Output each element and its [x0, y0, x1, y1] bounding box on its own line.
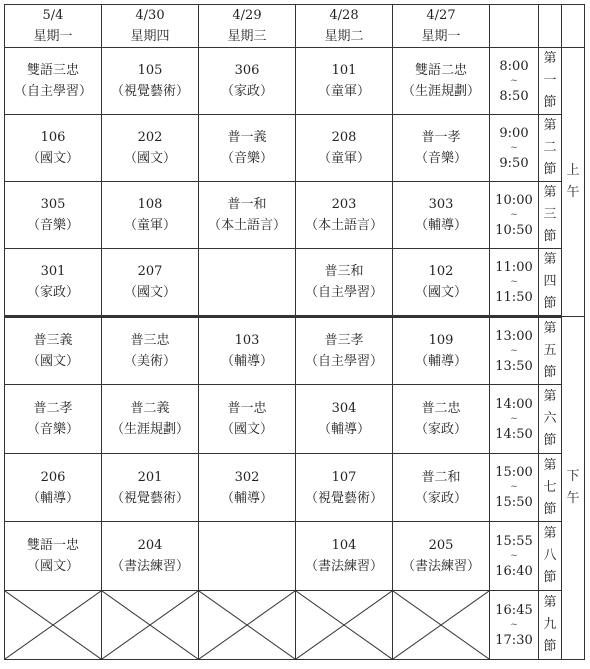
class-cell — [393, 182, 490, 249]
class-subject: （童軍） — [123, 218, 176, 233]
class-cell — [393, 48, 490, 115]
time-end: 8:50 — [499, 88, 529, 104]
period-label-char: 第 — [543, 595, 557, 610]
period-row — [5, 48, 585, 115]
time-sep: ~ — [510, 413, 518, 424]
class-cell — [5, 249, 102, 317]
day-header: 4/29 星期三 — [199, 5, 296, 48]
class-subject: （國文） — [26, 559, 79, 574]
header-blank — [490, 5, 539, 48]
class-subject: （書法練習） — [110, 559, 189, 574]
time-end: 11:50 — [495, 289, 533, 305]
morning-label — [562, 48, 585, 317]
class-cell — [296, 182, 393, 249]
period-label-char: 節 — [543, 433, 557, 448]
class-code: 105 — [137, 63, 163, 78]
class-subject: （本土語言） — [304, 218, 383, 233]
time-range — [490, 115, 539, 182]
time-end: 14:50 — [495, 426, 533, 442]
no-class-cell — [102, 591, 199, 660]
period-label-char: 節 — [543, 229, 557, 244]
time-sep: ~ — [510, 619, 518, 630]
class-cell — [199, 48, 296, 115]
class-cell — [102, 48, 199, 115]
time-range — [490, 591, 539, 660]
class-subject: （輔導） — [220, 490, 273, 506]
period-label-char: 節 — [543, 162, 557, 177]
time-sep: ~ — [510, 345, 518, 356]
class-subject: （視覺藝術） — [110, 490, 189, 506]
class-cell — [5, 48, 102, 115]
class-subject: （童軍） — [317, 151, 370, 166]
class-code: 雙語一忠 — [26, 538, 79, 553]
time-end: 13:50 — [495, 358, 533, 374]
class-code: 304 — [331, 401, 357, 416]
period-label-char: 第 — [543, 457, 557, 473]
class-subject: （生涯規劃） — [110, 422, 189, 437]
class-code: 雙語二忠 — [414, 63, 467, 78]
time-start: 13:00 — [495, 328, 533, 344]
time-end: 16:40 — [495, 563, 533, 579]
time-range — [490, 454, 539, 522]
class-subject: （國文） — [123, 285, 176, 300]
period-label-char: 第 — [543, 252, 557, 267]
afternoon-label-char: 午 — [566, 491, 580, 506]
no-class-cell — [199, 591, 296, 660]
class-cell — [393, 249, 490, 317]
time-end: 10:50 — [495, 222, 533, 238]
time-range — [490, 48, 539, 115]
period-label-char: 二 — [543, 140, 557, 155]
class-code: 302 — [234, 469, 260, 485]
class-cell — [5, 454, 102, 522]
day-header: 4/28 星期二 — [296, 5, 393, 48]
period-label-char: 節 — [543, 95, 557, 110]
time-start: 9:00 — [499, 125, 529, 141]
class-cell — [393, 115, 490, 182]
period-row — [5, 115, 585, 182]
period-label-char: 一 — [543, 73, 557, 88]
period-label-char: 第 — [543, 185, 557, 200]
class-code: 普一義 — [227, 130, 267, 145]
period-row — [5, 317, 585, 385]
period-label-char: 節 — [543, 570, 557, 585]
time-sep: ~ — [510, 75, 518, 86]
class-cell — [296, 48, 393, 115]
class-cell — [102, 317, 199, 385]
header-row — [5, 5, 585, 48]
class-cell — [393, 522, 490, 591]
period-label — [539, 115, 562, 182]
class-code: 普二孝 — [33, 401, 73, 416]
class-cell — [102, 115, 199, 182]
class-cell — [393, 385, 490, 454]
time-sep: ~ — [510, 482, 518, 492]
class-subject: （音樂） — [26, 218, 79, 233]
morning-label-char: 上 — [566, 163, 580, 178]
time-start: 10:00 — [495, 192, 533, 208]
class-code: 201 — [137, 469, 163, 485]
class-cell — [393, 317, 490, 385]
class-code: 104 — [331, 538, 357, 553]
class-code: 103 — [234, 333, 260, 348]
period-label — [539, 385, 562, 454]
class-subject: （輔導） — [26, 490, 79, 506]
period-label — [539, 182, 562, 249]
class-subject: （家政） — [220, 84, 273, 99]
class-cell — [296, 115, 393, 182]
class-code: 普一和 — [227, 197, 267, 212]
class-code: 101 — [331, 63, 357, 78]
timetable — [4, 4, 585, 660]
class-subject: （自主學習） — [304, 285, 383, 300]
period-row — [5, 385, 585, 454]
class-subject: （輔導） — [414, 218, 467, 233]
class-cell — [5, 115, 102, 182]
no-class-cell — [5, 591, 102, 660]
class-subject: （書法練習） — [401, 559, 480, 574]
class-cell — [102, 182, 199, 249]
class-code: 普二義 — [130, 401, 170, 416]
time-start: 8:00 — [499, 58, 529, 74]
time-start: 15:00 — [495, 465, 533, 480]
class-subject: （國文） — [414, 285, 467, 300]
class-code: 普三義 — [33, 333, 73, 348]
period-label — [539, 48, 562, 115]
afternoon-label-char: 下 — [566, 469, 580, 484]
class-code: 普三孝 — [324, 333, 364, 348]
class-cell — [199, 522, 296, 591]
day-header: 4/27 星期一 — [393, 5, 490, 48]
class-cell — [199, 454, 296, 522]
period-label-char: 節 — [543, 639, 557, 654]
time-range — [490, 385, 539, 454]
class-code: 109 — [428, 333, 454, 348]
time-end: 9:50 — [499, 155, 529, 171]
class-subject: （家政） — [414, 490, 467, 506]
period-label-char: 三 — [543, 207, 557, 222]
period-row — [5, 182, 585, 249]
class-code: 普一忠 — [227, 401, 267, 416]
class-subject: （輔導） — [220, 354, 273, 369]
time-sep: ~ — [510, 142, 518, 153]
class-subject: （自主學習） — [304, 354, 383, 369]
period-row — [5, 522, 585, 591]
class-cell — [5, 182, 102, 249]
cross-out-mark — [296, 591, 392, 659]
class-subject: （輔導） — [414, 354, 467, 369]
period-label-char: 節 — [543, 296, 557, 311]
class-code: 203 — [331, 197, 357, 212]
class-subject: （家政） — [26, 285, 79, 300]
class-code: 普一孝 — [421, 130, 461, 145]
class-code: 雙語三忠 — [26, 63, 79, 78]
class-code: 106 — [40, 130, 66, 145]
period-label-char: 六 — [543, 411, 557, 426]
class-code: 102 — [428, 264, 454, 279]
period-label-char: 九 — [543, 617, 557, 632]
cross-out-mark — [393, 591, 489, 659]
class-subject: （國文） — [220, 422, 273, 437]
class-code: 普三和 — [324, 264, 364, 279]
afternoon-label — [562, 317, 585, 660]
period-label-char: 五 — [543, 343, 557, 358]
class-subject: （音樂） — [414, 151, 467, 166]
time-start: 14:00 — [495, 396, 533, 412]
period-label — [539, 454, 562, 522]
period-label — [539, 317, 562, 385]
time-sep: ~ — [510, 276, 518, 287]
class-cell — [102, 522, 199, 591]
class-cell — [102, 454, 199, 522]
cross-out-mark — [102, 591, 198, 659]
time-start: 15:55 — [495, 533, 533, 549]
class-subject: （生涯規劃） — [401, 84, 480, 99]
class-subject: （童軍） — [317, 84, 370, 99]
class-code: 207 — [137, 264, 163, 279]
class-code: 107 — [331, 469, 357, 485]
period-label-char: 第 — [543, 321, 557, 336]
class-cell — [102, 385, 199, 454]
time-end: 17:30 — [495, 632, 533, 648]
class-code: 303 — [428, 197, 454, 212]
period-label — [539, 249, 562, 317]
class-subject: （視覺藝術） — [110, 84, 189, 99]
class-cell — [199, 182, 296, 249]
class-subject: （輔導） — [317, 422, 370, 437]
period-label-char: 八 — [543, 548, 557, 563]
class-code: 208 — [331, 130, 357, 145]
class-cell — [296, 249, 393, 317]
time-sep: ~ — [510, 550, 518, 561]
class-code: 204 — [137, 538, 163, 553]
class-cell — [5, 317, 102, 385]
morning-label-char: 午 — [566, 185, 580, 200]
class-code: 301 — [40, 264, 66, 279]
class-cell — [393, 454, 490, 522]
class-code: 202 — [137, 130, 163, 145]
class-cell — [296, 317, 393, 385]
period-label-char: 第 — [543, 389, 557, 404]
period-row — [5, 591, 585, 660]
class-cell — [5, 385, 102, 454]
class-subject: （家政） — [414, 422, 467, 437]
class-subject: （音樂） — [26, 422, 79, 437]
cross-out-mark — [199, 591, 295, 659]
class-subject: （國文） — [26, 354, 79, 369]
class-subject: （音樂） — [220, 151, 273, 166]
class-code: 普二忠 — [421, 401, 461, 416]
class-cell — [296, 522, 393, 591]
time-end: 15:50 — [495, 495, 533, 510]
class-code: 206 — [40, 469, 66, 485]
time-sep: ~ — [510, 209, 518, 220]
class-cell — [199, 249, 296, 317]
class-code: 305 — [40, 197, 66, 212]
time-start: 11:00 — [495, 259, 533, 275]
header-blank — [562, 5, 585, 48]
header-blank — [539, 5, 562, 48]
class-code: 205 — [428, 538, 454, 553]
class-cell — [102, 249, 199, 317]
period-label — [539, 591, 562, 660]
period-label-char: 節 — [543, 501, 557, 517]
class-code: 108 — [137, 197, 163, 212]
class-code: 普二和 — [421, 469, 461, 485]
period-label-char: 第 — [543, 118, 557, 133]
class-cell — [296, 385, 393, 454]
time-range — [490, 317, 539, 385]
period-label — [539, 522, 562, 591]
period-row — [5, 249, 585, 317]
time-range — [490, 249, 539, 317]
no-class-cell — [296, 591, 393, 660]
period-label-char: 七 — [543, 479, 557, 495]
period-label-char: 第 — [543, 526, 557, 541]
period-label-char: 四 — [543, 274, 557, 289]
class-cell — [5, 522, 102, 591]
class-code: 普三忠 — [130, 333, 170, 348]
class-subject: （書法練習） — [304, 559, 383, 574]
class-cell — [296, 454, 393, 522]
day-header: 5/4 星期一 — [5, 5, 102, 48]
period-label-char: 節 — [543, 365, 557, 380]
class-subject: （國文） — [123, 151, 176, 166]
day-header: 4/30 星期四 — [102, 5, 199, 48]
class-subject: （本土語言） — [207, 218, 286, 233]
class-cell — [199, 385, 296, 454]
no-class-cell — [393, 591, 490, 660]
class-subject: （國文） — [26, 151, 79, 166]
class-subject: （自主學習） — [13, 84, 92, 99]
period-row — [5, 454, 585, 522]
time-start: 16:45 — [495, 602, 533, 618]
class-cell — [199, 317, 296, 385]
class-code: 306 — [234, 63, 260, 78]
class-cell — [199, 115, 296, 182]
time-range — [490, 182, 539, 249]
cross-out-mark — [5, 591, 101, 659]
class-subject: （美術） — [123, 354, 176, 369]
period-label-char: 第 — [543, 51, 557, 66]
class-subject: （視覺藝術） — [304, 490, 383, 506]
time-range — [490, 522, 539, 591]
